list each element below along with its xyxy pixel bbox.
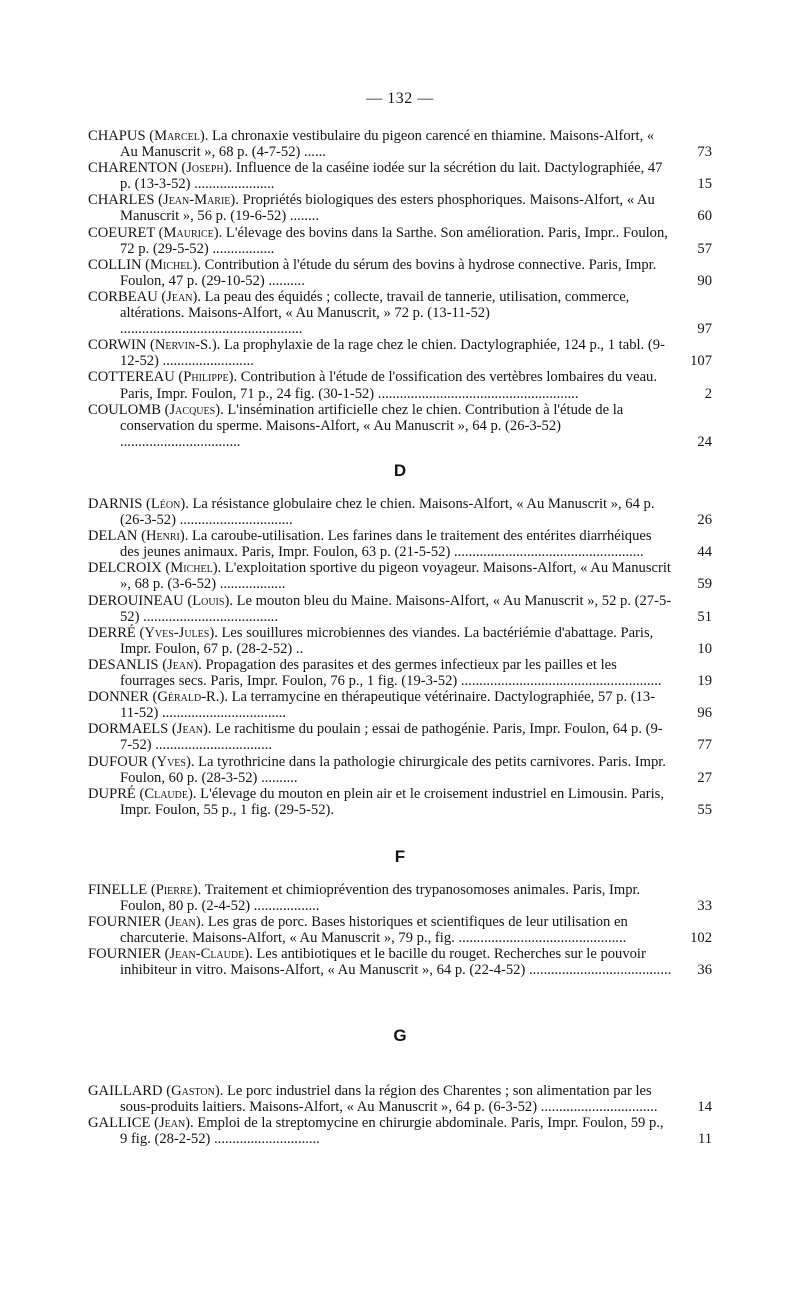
entry-first-name: Michel [170,560,213,577]
section-letter-f: F [394,847,406,866]
entry-first-name: Nervin-S. [154,337,212,354]
entry-author: DELCROIX [88,560,162,577]
entry-text: FINELLE (Pierre). Traitement et chimioprévention des trypanosomoses animales. Paris, Impr. Foulon, 80 p. (2-4-52) .................. [88,882,641,915]
entry-text: DUFOUR (Yves). La tyrothricine dans la pathologie chirurgicale des petits carnivores. Paris. Impr. Foulon, 60 p. (28-3-52) .......... [88,753,666,786]
entry-text: DELAN (Henri). La caroube-utilisation. Les farines dans le traitement des entérites diarrhéiques des jeunes animaux. Paris, Impr. Foulon, 63 p. (21-5-52) .................................................... [88,528,652,561]
entry-text: DUPRÉ (Claude). L'élevage du mouton en plein air et le croisement industriel en Limousin. Paris, Impr. Foulon, 55 p., 1 fig. (29-5-52). [88,785,664,818]
bibliography-entry [88,689,712,721]
entry-author: COTTEREAU [88,369,175,386]
entry-description: . Les souillures microbiennes des viandes. La bactériémie d'abattage. Paris, Impr. Foulon, 67 p. (28-2-52) .. [120,624,654,657]
entry-author: DONNER [88,689,149,706]
entry-description: . Le rachitisme du poulain ; essai de pathogénie. Paris, Impr. Foulon, 64 p. (9-7-52) ................................ [120,721,663,754]
entry-author: DUPRÉ [88,785,136,802]
entry-text: CORWIN (Nervin-S.). La prophylaxie de la rage chez le chien. Dactylographiée, 124 p., 1 tabl. (9-12-52) ......................... [88,337,665,370]
entry-author: CORWIN [88,337,147,354]
entry-author: GAILLARD [88,1083,163,1099]
entry-description: . La peau des équidés ; collecte, travail de tannerie, utilisation, commerce, altérations. Maisons-Alfort, « Au Manuscrit, » 72 p. (13-11-52) .................................................. [120,288,630,338]
entry-first-name: Jean [176,721,204,738]
entry-text: COEURET (Maurice). L'élevage des bovins dans la Sarthe. Son amélioration. Paris, Impr.. Foulon, 72 p. (29-5-52) ................. [88,224,668,257]
entry-page-ref: 11 [697,1131,712,1148]
entry-author: CHAPUS [88,128,146,144]
bibliography-entry [88,496,712,528]
entry-description: . Influence de la caséine iodée sur la sécrétion du lait. Dactylographiée, 47 p. (13-3-52) ...................... [120,160,663,193]
entry-author: COEURET [88,224,156,241]
bibliography-entry [88,128,712,160]
entry-description: . Le mouton bleu du Maine. Maisons-Alfort, « Au Manuscrit », 52 p. (27-5-52) ..................................... [120,592,672,625]
entry-author: FOURNIER [88,946,161,963]
section-letter-g: G [393,1026,407,1045]
entry-text: GALLICE (Jean). Emploi de la streptomycine en chirurgie abdominale. Paris, Impr. Foulon, 59 p., 9 fig. (28-2-52) ............................. [88,1115,664,1148]
entry-page-ref: 102 [690,930,712,947]
entry-page-ref: 57 [697,240,712,257]
entry-page-ref: 14 [697,1099,712,1116]
bibliography-entry [88,657,712,689]
entry-page-ref: 33 [697,898,712,915]
entry-author: DELAN [88,528,138,545]
entry-text: DERRÉ (Yves-Jules). Les souillures microbiennes des viandes. La bactériémie d'abattage. Paris, Impr. Foulon, 67 p. (28-2-52) .. [88,624,654,657]
section-letter-d: D [393,461,407,480]
entry-first-name: Jean-Claude [169,946,245,963]
entry-page-ref: 55 [697,801,712,818]
entry-page-ref: 2 [704,385,712,402]
entry-page-ref: 10 [697,640,712,657]
entry-page-ref: 27 [697,769,712,786]
entry-author: GALLICE [88,1115,151,1132]
section-f [88,882,712,979]
bibliography-entry [88,337,712,369]
entry-description: . Emploi de la streptomycine en chirurgie abdominale. Paris, Impr. Foulon, 59 p., 9 fig. (28-2-52) ............................. [120,1115,664,1148]
entry-description: . Traitement et chimioprévention des trypanosomoses animales. Paris, Impr. Foulon, 80 p. (2-4-52) .................. [120,882,641,915]
entry-page-ref: 107 [690,353,712,370]
entry-author: DEROUINEAU [88,592,184,609]
entry-text: COULOMB (Jacques). L'insémination artificielle chez le chien. Contribution à l'étude de la conservation du sperme. Maisons-Alfort, « Au Manuscrit », 64 p. (26-3-52) ................................. [88,401,624,450]
entry-description: . Les antibiotiques et le bacille du rouget. Recherches sur le pouvoir inhibiteur in vitro. Maisons-Alfort, « Au Manuscrit », 64 p. (22-4-52) ....................................... [120,946,672,979]
section-d [88,496,712,818]
entry-first-name: Marcel [154,128,200,144]
entry-page-ref: 97 [697,321,712,338]
entry-page-ref: 26 [697,512,712,529]
section-c [88,128,712,450]
entry-first-name: Claude [144,785,188,802]
entry-description: . L'insémination artificielle chez le chien. Contribution à l'étude de la conservation du sperme. Maisons-Alfort, « Au Manuscrit », 64 p. (26-3-52) ................................. [120,401,624,450]
entry-page-ref: 15 [697,176,712,193]
entry-text: COLLIN (Michel). Contribution à l'étude du sérum des bovins à hydrose connective. Paris, Impr. Foulon, 47 p. (29-10-52) .......... [88,256,657,289]
entry-page-ref: 51 [697,608,712,625]
entry-description: . L'exploitation sportive du pigeon voyageur. Maisons-Alfort, « Au Manuscrit », 68 p. (3-6-52) .................. [120,560,671,593]
page-number: — 132 — [366,90,434,107]
entry-text: FOURNIER (Jean-Claude). Les antibiotiques et le bacille du rouget. Recherches sur le pouvoir inhibiteur in vitro. Maisons-Alfort, « Au Manuscrit », 64 p. (22-4-52) ....................................... [88,946,672,979]
entry-author: COULOMB [88,401,161,418]
entry-first-name: Maurice [163,224,214,241]
entry-text: CORBEAU (Jean). La peau des équidés ; collecte, travail de tannerie, utilisation, commerce, altérations. Maisons-Alfort, « Au Manuscrit, » 72 p. (13-11-52) .................................................. [88,288,630,338]
entry-text: DARNIS (Léon). La résistance globulaire chez le chien. Maisons-Alfort, « Au Manuscrit », 64 p. (26-3-52) ............................... [88,496,655,529]
entry-text: FOURNIER (Jean). Les gras de porc. Bases historiques et scientifiques de leur utilisation en charcuterie. Maisons-Alfort, « Au Manuscrit », 79 p., fig. .............................................. [88,914,628,947]
bibliography-entry [88,946,712,978]
entry-text: DESANLIS (Jean). Propagation des parasites et des germes infectieux par les pailles et les fourrages secs. Paris, Impr. Foulon, 76 p., 1 fig. (19-3-52) ....................................................... [88,656,662,690]
entry-first-name: Jean [166,288,193,305]
entry-text: CHAPUS (Marcel). La chronaxie vestibulaire du pigeon carencé en thiamine. Maisons-Alfort, « Au Manuscrit », 68 p. (4-7-52) ...... [88,128,655,161]
entry-author: DUFOUR [88,753,149,770]
entry-description: . La caroube-utilisation. Les farines dans le traitement des entérites diarrhéiques des jeunes animaux. Paris, Impr. Foulon, 63 p. (21-5-52) .................................................... [120,528,652,561]
entry-description: . L'élevage des bovins dans la Sarthe. Son amélioration. Paris, Impr.. Foulon, 72 p. (29-5-52) ................. [120,224,668,257]
entry-first-name: Jean [167,656,194,673]
entry-page-ref: 96 [697,705,712,722]
bibliography-entry [88,560,712,592]
entry-description: . Propagation des parasites et des germes infectieux par les pailles et les fourrages secs. Paris, Impr. Foulon, 76 p., 1 fig. (19-3-52) ....................................................... [120,656,662,690]
bibliography-entry [88,1083,712,1115]
entry-description: . Les gras de porc. Bases historiques et scientifiques de leur utilisation en charcuterie. Maisons-Alfort, « Au Manuscrit », 79 p., fig. .............................................. [120,914,628,947]
entry-description: . La prophylaxie de la rage chez le chien. Dactylographiée, 124 p., 1 tabl. (9-12-52) ......................... [120,337,665,370]
entry-author: COLLIN [88,256,142,273]
entry-description: . Propriétés biologiques des esters phosphoriques. Maisons-Alfort, « Au Manuscrit », 56 p. (19-6-52) ........ [120,192,655,225]
entry-author: FOURNIER [88,914,161,931]
entry-first-name: Michel [150,256,193,273]
entry-first-name: Jean [169,914,196,931]
entry-text: DEROUINEAU (Louis). Le mouton bleu du Maine. Maisons-Alfort, « Au Manuscrit », 52 p. (27-5-52) ..................................... [88,592,672,625]
entry-description: . La terramycine en thérapeutique vétérinaire. Dactylographiée, 57 p. (13-11-52) .................................. [120,689,656,722]
entry-page-ref: 19 [697,673,712,690]
bibliography-entry [88,786,712,818]
bibliography-entry [88,225,712,257]
entry-description: . Contribution à l'étude du sérum des bovins à hydrose connective. Paris, Impr. Foulon, 47 p. (29-10-52) .......... [120,256,657,289]
entry-author: DORMAELS [88,721,169,738]
entry-first-name: Henri [145,528,180,545]
entry-description: . Contribution à l'étude de l'ossification des vertèbres lombaires du veau. Paris, Impr. Foulon, 71 p., 24 fig. (30-1-52) ....................................................... [120,369,657,402]
bibliography-entry [88,257,712,289]
entry-author: CORBEAU [88,288,158,305]
bibliography-entry [88,625,712,657]
entry-first-name: Jacques [169,401,216,418]
bibliography-entry [88,402,712,450]
entry-first-name: Yves [156,753,186,770]
entry-description: . La chronaxie vestibulaire du pigeon carencé en thiamine. Maisons-Alfort, « Au Manuscrit », 68 p. (4-7-52) ...... [120,128,655,161]
entry-first-name: Joseph [186,160,224,177]
entry-page-ref: 36 [697,962,712,979]
entry-page-ref: 73 [697,144,712,161]
entry-first-name: Jean-Marie [163,192,231,209]
bibliography-entry [88,160,712,192]
entry-page-ref: 60 [697,208,712,225]
entry-first-name: Pierre [155,882,193,898]
entry-author: CHARENTON [88,160,178,177]
entry-text: CHARLES (Jean-Marie). Propriétés biologiques des esters phosphoriques. Maisons-Alfort, « Au Manuscrit », 56 p. (19-6-52) ........ [88,192,655,225]
entry-page-ref: 44 [697,544,712,561]
entry-description: . Le porc industriel dans la région des Charentes ; son alimentation par les sous-produits laitiers. Maisons-Alfort, « Au Manuscrit », 64 p. (6-3-52) ................................ [120,1083,658,1116]
bibliography-entry [88,528,712,560]
entry-first-name: Jean [158,1115,186,1132]
bibliography-entry [88,369,712,401]
bibliography-entry [88,882,712,914]
entry-text: CHARENTON (Joseph). Influence de la caséine iodée sur la sécrétion du lait. Dactylographiée, 47 p. (13-3-52) ...................... [88,160,663,193]
entry-first-name: Louis [192,592,225,609]
entry-first-name: Léon [150,496,181,512]
bibliography-entry [88,754,712,786]
entry-page-ref: 77 [697,737,712,754]
entry-author: FINELLE [88,882,148,898]
entry-author: DARNIS [88,496,143,512]
bibliography-entry [88,721,712,753]
entry-text: COTTEREAU (Philippe). Contribution à l'étude de l'ossification des vertèbres lombaires du veau. Paris, Impr. Foulon, 71 p., 24 fig. (30-1-52) ....................................................... [88,369,657,402]
entry-text: DORMAELS (Jean). Le rachitisme du poulain ; essai de pathogénie. Paris, Impr. Foulon, 64 p. (9-7-52) ................................ [88,721,663,754]
bibliography-entry [88,1115,712,1147]
entry-page-ref: 90 [697,272,712,289]
entry-page-ref: 59 [697,576,712,593]
section-g [88,1083,712,1147]
entry-author: DESANLIS [88,656,159,673]
entry-text: DONNER (Gérald-R.). La terramycine en thérapeutique vétérinaire. Dactylographiée, 57 p. (13-11-52) .................................. [88,689,656,722]
entry-text: DELCROIX (Michel). L'exploitation sportive du pigeon voyageur. Maisons-Alfort, « Au Manuscrit », 68 p. (3-6-52) .................. [88,560,671,593]
bibliography-entry [88,593,712,625]
entry-text: GAILLARD (Gaston). Le porc industriel dans la région des Charentes ; son alimentation par les sous-produits laitiers. Maisons-Alfort, « Au Manuscrit », 64 p. (6-3-52) ................................ [88,1083,658,1116]
entry-author: DERRÉ [88,624,136,641]
bibliography-entry [88,192,712,224]
bibliography-entry [88,289,712,337]
entry-description: . La résistance globulaire chez le chien. Maisons-Alfort, « Au Manuscrit », 64 p. (26-3-52) ............................... [120,496,655,529]
entry-first-name: Yves-Jules [144,624,210,641]
entry-first-name: Gérald-R. [157,689,220,706]
entry-first-name: Gaston [171,1083,215,1099]
bibliography-entry [88,914,712,946]
entry-description: . La tyrothricine dans la pathologie chirurgicale des petits carnivores. Paris. Impr. Foulon, 60 p. (28-3-52) .......... [120,753,666,786]
entry-description: . L'élevage du mouton en plein air et le croisement industriel en Limousin. Paris, Impr. Foulon, 55 p., 1 fig. (29-5-52). [120,785,664,818]
entry-first-name: Philippe [183,369,229,386]
entry-page-ref: 24 [697,433,712,450]
entry-author: CHARLES [88,192,155,209]
